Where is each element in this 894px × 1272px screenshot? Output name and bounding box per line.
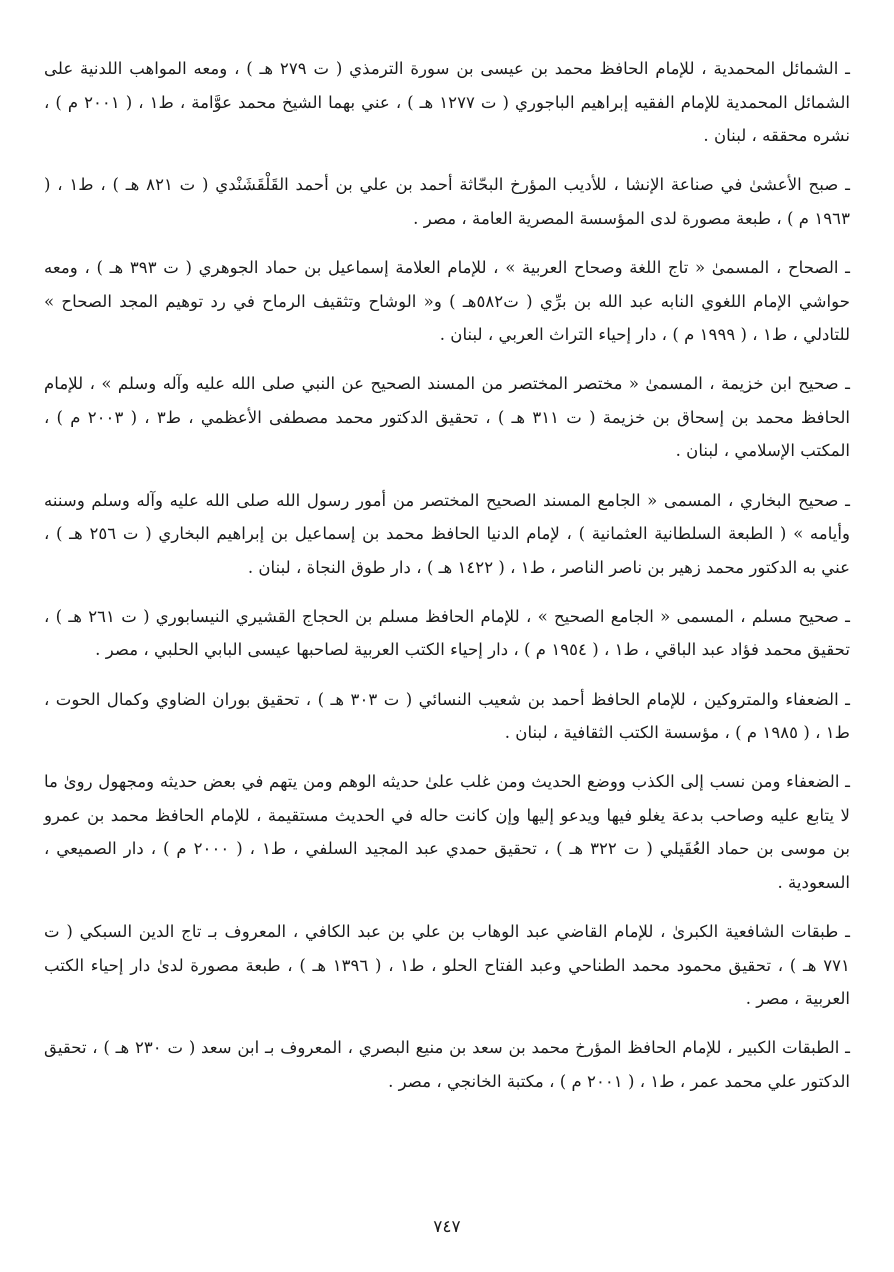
bibliography-entry-tabaqat-shafiiyya: ـ طبقات الشافعية الكبرىٰ ، للإمام القاضي عبد الوهاب بن علي بن عبد الكافي ، المعروف بـ تاج الدين السبكي ( ت ٧٧١ هـ ) ، تحقيق محمود محمد الطناحي وعبد الفتاح الحلو ، ط١ ، ( ١٣٩٦ هـ ) ، طبعة مصورة لدىٰ دار إحياء الكتب العربية ، مصر . <box>44 922 850 1009</box>
bibliography-entry-sihah: ـ الصحاح ، المسمىٰ « تاج اللغة وصحاح العربية » ، للإمام العلامة إسماعيل بن حماد الجوهري ( ت ٣٩٣ هـ ) ، ومعه حواشي الإمام اللغوي النابه عبد الله بن برِّي ( ت٥٨٢هـ ) و« الوشاح وتثقيف الرماح في رد توهيم المجد الصحاح » للتادلي ، ط١ ، ( ١٩٩٩ م ) ، دار إحياء التراث العربي ، لبنان . <box>44 257 851 345</box>
bibliography-entry-sahih-bukhari: ـ صحيح البخاري ، المسمى « الجامع المسند الصحيح المختصر من أمور رسول الله صلى الله عليه وآله وسلم وسننه وأيامه » ( الطبعة السلطانية العثمانية ) ، لإمام الدنيا الحافظ محمد بن إسماعيل بن إبراهيم البخاري ( ت ٢٥٦ هـ ) ، عني به الدكتور محمد زهير بن ناصر الناصر ، ط١ ، ( ١٤٢٢ هـ ) ، دار طوق النجاة ، لبنان . <box>44 490 850 577</box>
bibliography-list <box>44 52 850 1114</box>
bibliography-entry-duafa-uqayli: ـ الضعفاء ومن نسب إلى الكذب ووضع الحديث ومن غلب علىٰ حديثه الوهم ومن يتهم في بعض حديثه ومجهول روىٰ ما لا يتابع عليه وصاحب بدعة يغلو فيها ويدعو إليها وإن كانت حاله في الحديث مستقيمة ، للإمام الحافظ محمد بن عمرو بن موسى بن حماد العُقَيلي ( ت ٣٢٢ هـ ) ، تحقيق حمدي عبد المجيد السلفي ، ط١ ، ( ٢٠٠٠ م ) ، دار الصميعي ، السعودية . <box>44 772 850 892</box>
bibliography-entry-subh-al-asha: ـ صبح الأعشىٰ في صناعة الإنشا ، للأديب المؤرخ البحّاثة أحمد بن علي بن أحمد القَلْقَشَنْدي ( ت ٨٢١ هـ ) ، ط١ ، ( ١٩٦٣ م ) ، طبعة مصورة لدى المؤسسة المصرية العامة ، مصر . <box>44 175 850 228</box>
bibliography-entry-sahih-muslim: ـ صحيح مسلم ، المسمى « الجامع الصحيح » ، للإمام الحافظ مسلم بن الحجاج القشيري النيسابوري ( ت ٢٦١ هـ ) ، تحقيق محمد فؤاد عبد الباقي ، ط١ ، ( ١٩٥٤ م ) ، دار إحياء الكتب العربية لصاحبها عيسى البابي الحلبي ، مصر . <box>44 606 850 660</box>
bibliography-entry-sahih-ibn-khuzayma: ـ صحيح ابن خزيمة ، المسمىٰ « مختصر المختصر من المسند الصحيح عن النبي صلى الله عليه وآله وسلم » ، للإمام الحافظ محمد بن إسحاق بن خزيمة ( ت ٣١١ هـ ) ، تحقيق الدكتور محمد مصطفى الأعظمي ، ط٣ ، ( ٢٠٠٣ م ) ، المكتب الإسلامي ، لبنان . <box>44 374 851 461</box>
bibliography-entry-tabaqat-kabir: ـ الطبقات الكبير ، للإمام الحافظ المؤرخ محمد بن سعد بن منيع البصري ، المعروف بـ ابن سعد ( ت ٢٣٠ هـ ) ، تحقيق الدكتور علي محمد عمر ، ط١ ، ( ٢٠٠١ م ) ، مكتبة الخانجي ، مصر . <box>44 1038 850 1091</box>
bibliography-entry-shamail: ـ الشمائل المحمدية ، للإمام الحافظ محمد بن عيسى بن سورة الترمذي ( ت ٢٧٩ هـ ) ، ومعه المواهب اللدنية على الشمائل المحمدية للإمام الفقيه إبراهيم الباجوري ( ت ١٢٧٧ هـ ) ، عني بهما الشيخ محمد عوَّامة ، ط١ ، ( ٢٠٠١ م ) ، نشره محققه ، لبنان . <box>44 59 850 146</box>
bibliography-entry-duafa-nasai: ـ الضعفاء والمتروكين ، للإمام الحافظ أحمد بن شعيب النسائي ( ت ٣٠٣ هـ ) ، تحقيق بوران الضاوي وكمال الحوت ، ط١ ، ( ١٩٨٥ م ) ، مؤسسة الكتب الثقافية ، لبنان . <box>44 689 850 743</box>
page-number: ٧٤٧ <box>433 1217 461 1237</box>
